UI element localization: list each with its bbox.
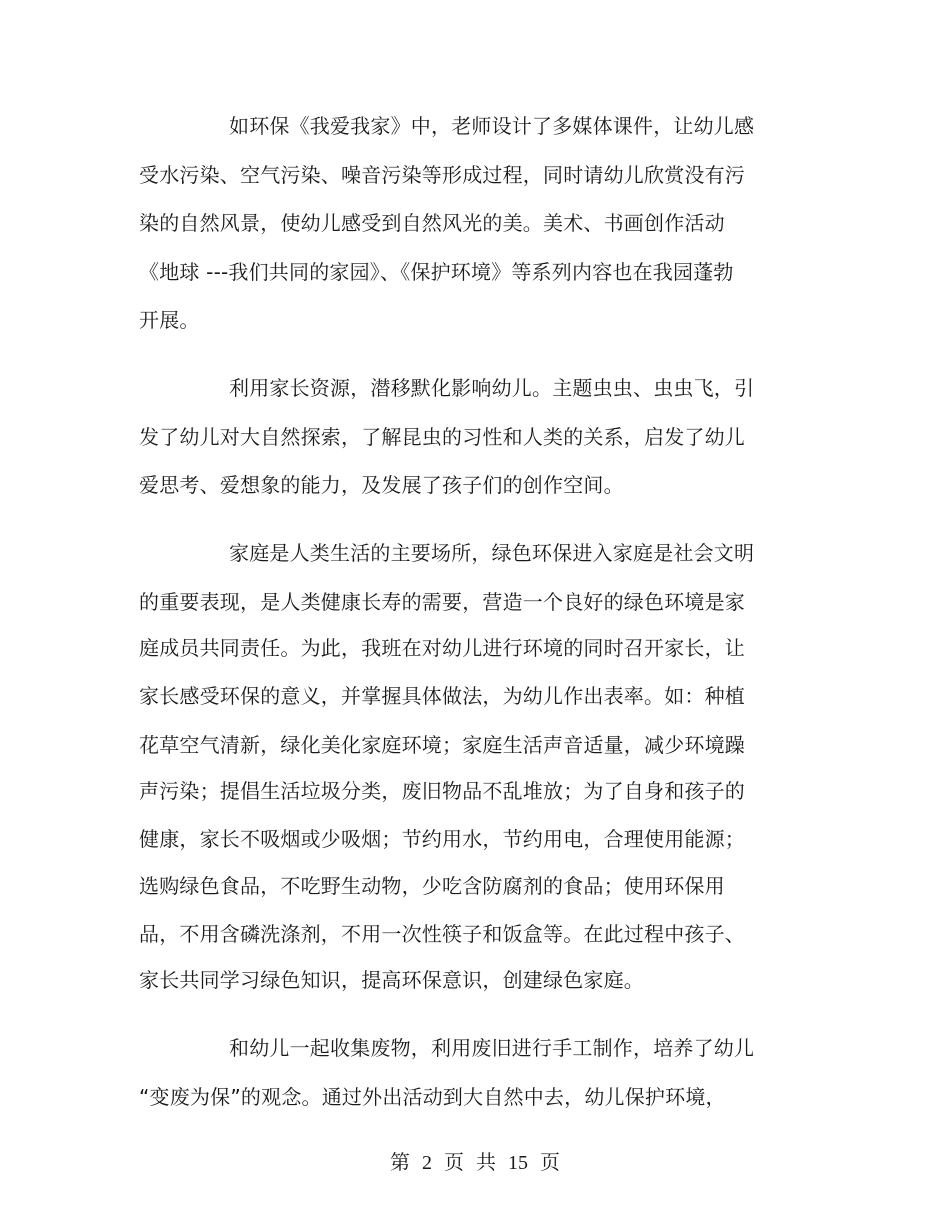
paragraph-3-line-1: 家庭是人类生活的主要场所，绿色环保进入家庭是社会文明: [229, 541, 755, 565]
paragraph-3-line-3: 庭成员共同责任。为此，我班在对幼儿进行环境的同时召开家长，让: [139, 636, 745, 660]
paragraph-1-line-4: 《地球 ---我们共同的家园》、《保护环境》等系列内容也在我园蓬勃: [139, 260, 734, 284]
paragraph-1-line-3: 染的自然风景，使幼儿感受到自然风光的美。美术、书画创作活动: [139, 211, 725, 235]
paragraph-1-line-5: 开展。: [139, 308, 200, 332]
page-footer: [0, 1150, 950, 1176]
footer-suffix: 页: [540, 1152, 560, 1174]
paragraph-4-line-2: “变废为保”的观念。通过外出活动到大自然中去，幼儿保护环境，: [139, 1085, 726, 1109]
paragraph-4-line-1: 和幼儿一起收集废物，利用废旧进行手工制作，培养了幼儿: [229, 1036, 755, 1060]
footer-prefix: 第: [390, 1152, 410, 1174]
paragraph-1-line-2: 受水污染、空气污染、噪音污染等形成过程，同时请幼儿欣赏没有污: [139, 163, 745, 187]
footer-current-page: 2: [422, 1152, 432, 1174]
paragraph-3-line-4: 家长感受环保的意义，并掌握具体做法，为幼儿作出表率。如：种植: [139, 684, 745, 708]
paragraph-3-line-8: 选购绿色食品，不吃野生动物，少吃含防腐剂的食品；使用环保用: [139, 874, 725, 898]
paragraph-3-line-10: 家长共同学习绿色知识，提高环保意识，创建绿色家庭。: [139, 968, 644, 992]
paragraph-3-line-7: 健康，家长不吸烟或少吸烟；节约用水，节约用电，合理使用能源；: [139, 827, 745, 851]
footer-page-word: 页: [444, 1152, 464, 1174]
paragraph-3-line-5: 花草空气清新，绿化美化家庭环境；家庭生活声音适量，减少环境躁: [139, 733, 745, 757]
paragraph-2-line-3: 爱思考、爱想象的能力，及发展了孩子们的创作空间。: [139, 473, 624, 497]
footer-total-pages: 15: [508, 1152, 528, 1174]
paragraph-3-line-2: 的重要表现，是人类健康长寿的需要，营造一个良好的绿色环境是家: [139, 590, 745, 614]
paragraph-2-line-2: 发了幼儿对大自然探索，了解昆虫的习性和人类的关系，启发了幼儿: [139, 425, 745, 449]
paragraph-3-line-9: 品，不用含磷洗涤剂，不用一次性筷子和饭盒等。在此过程中孩子、: [139, 922, 745, 946]
footer-total-word: 共: [476, 1152, 496, 1174]
paragraph-1-line-1: 如环保《我爱我家》中，老师设计了多媒体课件，让幼儿感: [229, 114, 755, 138]
paragraph-3-line-6: 声污染；提倡生活垃圾分类，废旧物品不乱堆放；为了自身和孩子的: [139, 779, 745, 803]
paragraph-2-line-1: 利用家长资源，潜移默化影响幼儿。主题虫虫、虫虫飞，引: [229, 376, 755, 400]
